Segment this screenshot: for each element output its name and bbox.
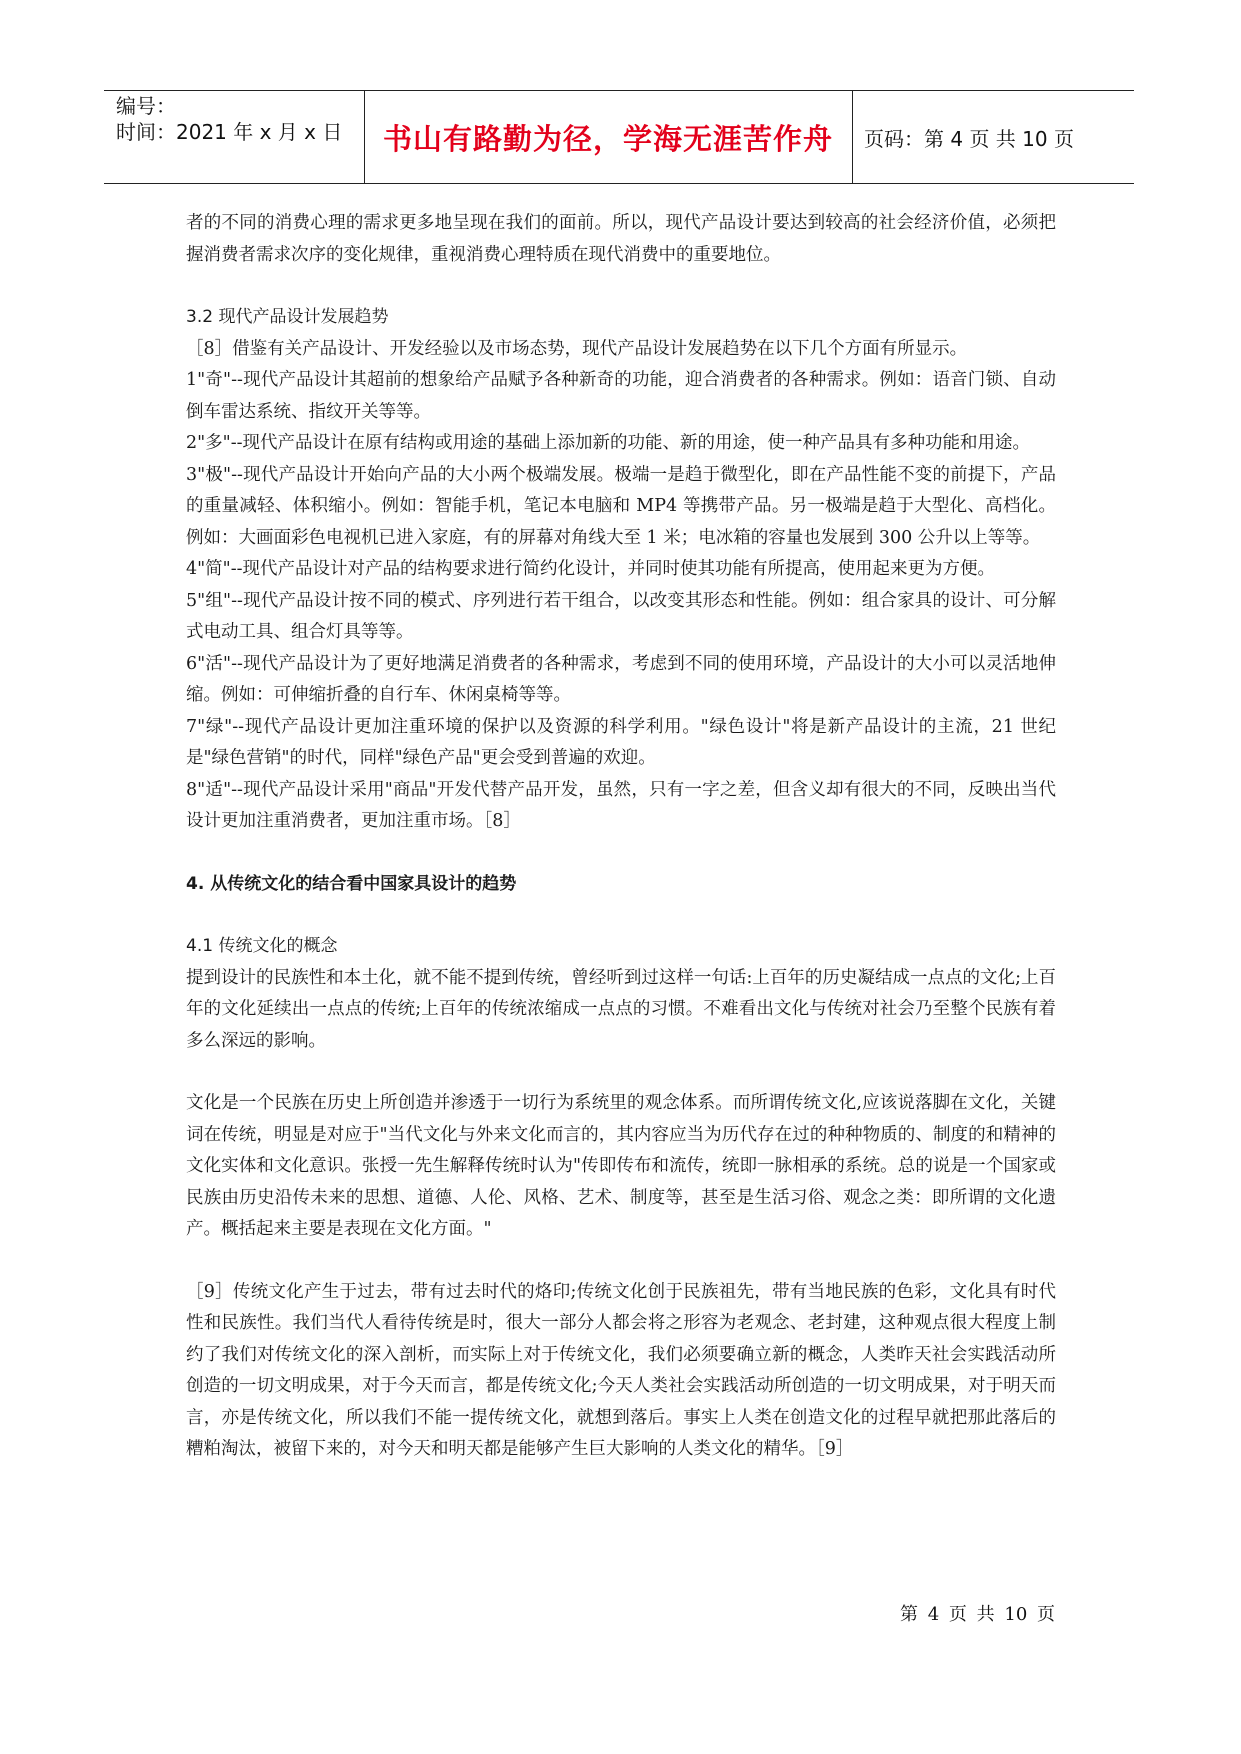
number-label: 编号： [116, 94, 176, 118]
paragraph: 者的不同的消费心理的需求更多地呈现在我们的面前。所以，现代产品设计要达到较高的社会经济价值，必须把握消费者需求次序的变化规律，重视消费心理特质在现代消费中的重要地位。 [186, 213, 1056, 265]
section-heading-4: 4. 从传统文化的结合看中国家具设计的趋势 [186, 873, 517, 894]
paragraph: ［9］传统文化产生于过去，带有过去时代的烙印;传统文化创于民族祖先，带有当地民族的色彩，文化具有时代性和民族性。我们当代人看待传统是时，很大一部分人都会将之形容为老观念、老封建，这种观点很大程度上制约了我们对传统文化的深入剖析，而实际上对于传统文化，我们必须要确立新的概念，人类昨天社会实践活动所创造的一切文明成果，对于今天而言，都是传统文化;今天人类社会实践活动所创造的一切文明成果，对于明天而言，亦是传统文化，所以我们不能一提传统文化，就想到落后。事实上人类在创造文化的过程早就把那此落后的糟粕淘汰，被留下来的，对今天和明天都是能够产生巨大影响的人类文化的精华。［9］ [186, 1281, 1056, 1459]
time-label: 时间：2021 年 x 月 x 日 [116, 120, 343, 144]
document-body [186, 208, 1056, 1466]
list-item: 3"极"--现代产品设计开始向产品的大小两个极端发展。极端一是趋于微型化，即在产品性能不变的前提下，产品的重量减轻、体积缩小。例如：智能手机，笔记本电脑和 MP4 等携带产品。另一极端是趋于大型化、高档化。例如：大画面彩色电视机已进入家庭，有的屏幕对角线大至 1 米；电冰箱的容量也发展到 300 公升以上等等。 [186, 464, 1056, 548]
list-item: 2"多"--现代产品设计在原有结构或用途的基础上添加新的功能、新的用途，使一种产品具有多种功能和用途。 [186, 433, 1031, 453]
list-item: 6"活"--现代产品设计为了更好地满足消费者的各种需求，考虑到不同的使用环境，产品设计的大小可以灵活地伸缩。例如：可伸缩折叠的自行车、休闲桌椅等等。 [186, 653, 1056, 705]
header-motto: 书山有路勤为径，学海无涯苦作舟 [364, 91, 853, 183]
list-item: 7"绿"--现代产品设计更加注重环境的保护以及资源的科学利用。"绿色设计"将是新产品设计的主流，21 世纪是"绿色营销"的时代，同样"绿色产品"更会受到普遍的欢迎。 [186, 716, 1056, 768]
section-heading-3-2: 3.2 现代产品设计发展趋势 [186, 307, 389, 327]
list-item: 8"适"--现代产品设计采用"商品"开发代替产品开发，虽然，只有一字之差，但含义却有很大的不同，反映出当代设计更加注重消费者，更加注重市场。［8］ [186, 779, 1056, 831]
list-item: 1"奇"--现代产品设计其超前的想象给产品赋予各种新奇的功能，迎合消费者的各种需求。例如：语音门锁、自动倒车雷达系统、指纹开关等等。 [186, 370, 1056, 422]
section-heading-4-1: 4.1 传统文化的概念 [186, 936, 338, 956]
paragraph: 文化是一个民族在历史上所创造并渗透于一切行为系统里的观念体系。而所谓传统文化,应该说落脚在文化，关键词在传统，明显是对应于"当代文化与外来文化而言的，其内容应当为历代存在过的种种物质的、制度的和精神的文化实体和文化意识。张授一先生解释传统时认为"传即传布和流传，统即一脉相承的系统。总的说是一个国家或民族由历史沿传未来的思想、道德、人伦、风格、艺术、制度等，甚至是生活习俗、观念之类：即所谓的文化遗产。概括起来主要是表现在文化方面。" [186, 1093, 1056, 1239]
header-page-label: 页码：第 4 页 共 10 页 [864, 126, 1074, 151]
header-meta [104, 91, 365, 183]
list-item: 4"简"--现代产品设计对产品的结构要求进行简约化设计，并同时使其功能有所提高，使用起来更为方便。 [186, 559, 996, 579]
list-item: 5"组"--现代产品设计按不同的模式、序列进行若干组合，以改变其形态和性能。例如：组合家具的设计、可分解式电动工具、组合灯具等等。 [186, 590, 1056, 642]
paragraph: ［8］借鉴有关产品设计、开发经验以及市场态势，现代产品设计发展趋势在以下几个方面有所显示。 [186, 338, 968, 359]
page-header [104, 90, 1134, 184]
paragraph: 提到设计的民族性和本土化，就不能不提到传统，曾经听到过这样一句话:上百年的历史凝结成一点点的文化;上百年的文化延续出一点点的传统;上百年的传统浓缩成一点点的习惯。不难看出文化与传统对社会乃至整个民族有着多么深远的影响。 [186, 967, 1056, 1051]
page-footer: 第 4 页 共 10 页 [900, 1604, 1055, 1625]
